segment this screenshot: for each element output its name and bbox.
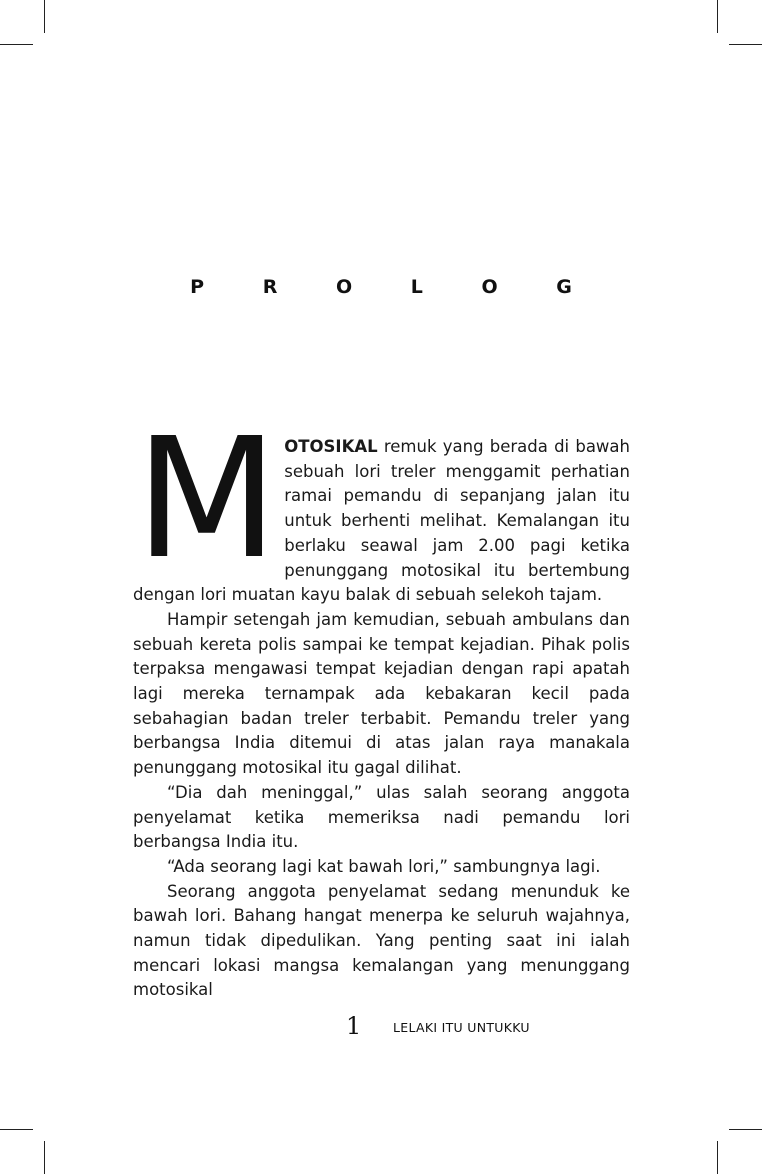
paragraph: “Ada seorang lagi kat bawah lori,” sambungnya lagi. bbox=[167, 856, 601, 876]
crop-mark bbox=[717, 1141, 718, 1174]
lead-word: OTOSIKAL bbox=[284, 437, 378, 456]
paragraph bbox=[133, 403, 630, 608]
paragraph: Seorang anggota penyelamat sedang menunduk ke bawah lori. Bahang hangat menerpa ke seluruh wajahnya, namun tidak dipedulikan. Yang penting saat ini ialah mencari lokasi mangsa kemalangan yang menunggang motosikal bbox=[133, 881, 630, 1000]
running-head: LELAKI ITU UNTUKKU bbox=[393, 1020, 530, 1035]
paragraph: Hampir setengah jam kemudian, sebuah ambulans dan sebuah kereta polis sampai ke tempat kejadian. Pihak polis terpaksa mengawasi tempat kejadian dengan rapi apatah lagi mereka ternampak ada kebakaran kecil pada sebahagian badan treler terbabit. Pemandu treler yang berbangsa India ditemui di atas jalan raya manakala penunggang motosikal itu gagal dilihat. bbox=[133, 609, 630, 778]
chapter-title: P R O L O G bbox=[190, 276, 598, 298]
crop-mark bbox=[44, 0, 45, 33]
paragraph: “Dia dah meninggal,” ulas salah seorang anggota penyelamat ketika memeriksa nadi pemandu lori berbangsa India itu. bbox=[133, 782, 630, 852]
body-text bbox=[133, 403, 630, 1003]
crop-mark bbox=[0, 1129, 33, 1130]
page-number: 1 bbox=[346, 1012, 362, 1040]
crop-mark bbox=[729, 44, 762, 45]
drop-cap: M bbox=[135, 403, 275, 596]
crop-mark bbox=[729, 1129, 762, 1130]
page-footer bbox=[0, 1012, 762, 1042]
crop-mark bbox=[717, 0, 718, 33]
paragraph-text: remuk yang berada di bawah sebuah lori treler menggamit perhatian ramai pemandu di sepanjang jalan itu untuk berhenti melihat. Kemalangan itu berlaku seawal jam 2.00 pagi ketika penunggang motosikal itu bertembung dengan lori muatan kayu balak di sebuah selekoh tajam. bbox=[133, 437, 630, 605]
crop-mark bbox=[44, 1141, 45, 1174]
crop-mark bbox=[0, 44, 33, 45]
